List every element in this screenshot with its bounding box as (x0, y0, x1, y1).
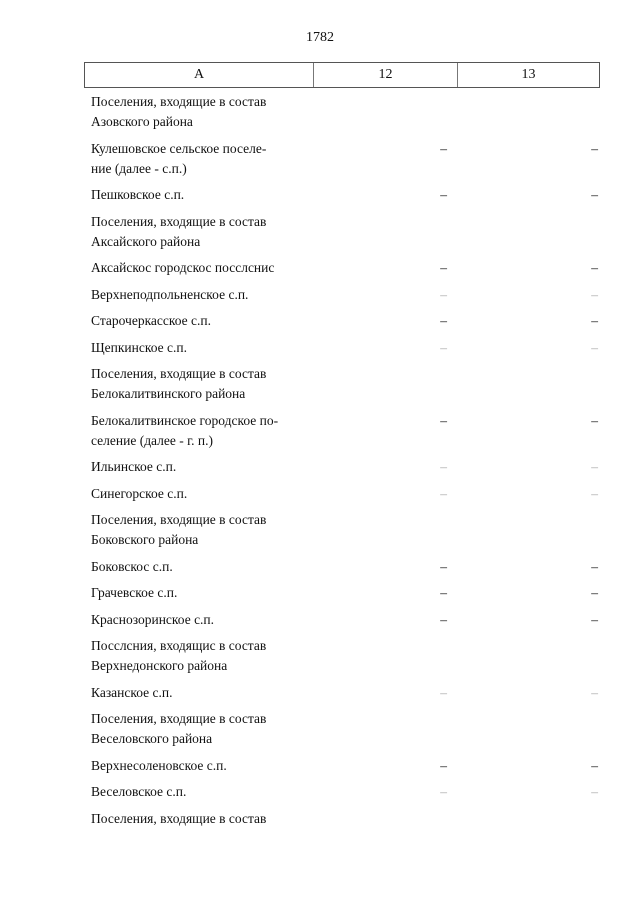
row-name-cell: Щепкинское с.п. (91, 339, 187, 355)
table-row (84, 583, 600, 610)
table-row (84, 338, 600, 365)
row-name-cell: Белокалитвинское городское по- селение (далее - г. п.) (91, 412, 279, 448)
col12-cell: – (440, 286, 447, 302)
col13-cell (457, 92, 600, 132)
col13-cell (457, 709, 600, 749)
col12-cell: – (440, 412, 447, 428)
row-name-cell: Старочеркасское с.п. (91, 313, 212, 328)
header-cell-13: 13 (521, 67, 536, 82)
col12-cell: – (440, 757, 447, 773)
header-cell-12: 12 (314, 63, 458, 87)
row-name-cell: Пешковское с.п. (91, 187, 185, 202)
table-row (84, 185, 600, 212)
table-row (84, 610, 600, 637)
col13-cell: – (591, 585, 598, 600)
col12-cell: – (440, 187, 447, 202)
row-name-cell: Посслсния, входящис в состав Верхнедонского района (91, 638, 267, 673)
col13-cell: – (591, 611, 598, 627)
col13-cell: – (591, 187, 598, 202)
table-row (84, 756, 600, 783)
col12-cell (313, 92, 457, 132)
col12-cell: – (440, 339, 447, 355)
col13-cell (457, 212, 600, 252)
row-name-cell: Верхнесоленовское с.п. (91, 757, 227, 773)
col12-cell: – (440, 684, 447, 700)
col12-cell: – (440, 611, 447, 627)
col12-cell: – (440, 485, 447, 501)
col12-cell: – (440, 585, 447, 600)
row-name-cell: Поселения, входящие в состав Веселовского района (91, 711, 267, 746)
table-row (84, 457, 600, 484)
table-header (84, 62, 600, 88)
table-row (84, 411, 600, 458)
col13-cell: – (591, 684, 598, 700)
table-row (84, 636, 600, 683)
row-name-cell: Боковскос с.п. (91, 558, 173, 574)
col12-cell (313, 636, 457, 676)
col13-cell (457, 809, 600, 829)
table-row (84, 212, 600, 259)
table-row (84, 139, 600, 186)
col12-cell: – (440, 459, 447, 474)
row-name-cell: Поселения, входящие в состав Азовского района (91, 94, 267, 129)
table-row (84, 484, 600, 511)
col13-cell (457, 636, 600, 676)
row-name-cell: Поселения, входящие в состав Боковского района (91, 512, 267, 547)
row-name-cell: Аксайскос городскос посслснис (91, 260, 275, 275)
col12-cell: – (440, 260, 447, 275)
page-number: 1782 (306, 30, 334, 45)
col13-cell: – (591, 140, 598, 156)
table-row (84, 258, 600, 285)
col13-cell: – (591, 339, 598, 355)
col12-cell (313, 809, 457, 829)
row-name-cell: Веселовское с.п. (91, 784, 187, 799)
col13-cell: – (591, 286, 598, 302)
col13-cell: – (591, 485, 598, 501)
col12-cell (313, 364, 457, 404)
col12-cell (313, 709, 457, 749)
table-row (84, 782, 600, 809)
col12-cell: – (440, 140, 447, 156)
row-name-cell: Казанское с.п. (91, 684, 173, 700)
row-name-cell: Синегорское с.п. (91, 485, 188, 501)
table-row (84, 364, 600, 411)
table-row (84, 285, 600, 312)
row-name-cell: Грачевское с.п. (91, 585, 178, 600)
col13-cell: – (591, 459, 598, 474)
table-row (84, 311, 600, 338)
row-name-cell: Поселения, входящие в состав Белокалитвинского района (91, 366, 267, 401)
header-cell-a: А (85, 63, 314, 87)
table-row (84, 92, 600, 139)
col13-cell: – (591, 412, 598, 428)
col12-cell (313, 212, 457, 252)
table-row (84, 709, 600, 756)
col13-cell: – (591, 558, 598, 574)
col13-cell: – (591, 313, 598, 328)
row-name-cell: Ильинское с.п. (91, 459, 177, 474)
col12-cell: – (440, 558, 447, 574)
row-name-cell: Кулешовское сельское поселе- ние (далее - с.п.) (91, 140, 267, 176)
col12-cell: – (440, 313, 447, 328)
row-name-cell: Поселения, входящие в состав (91, 810, 267, 826)
col13-cell: – (591, 784, 598, 799)
table-row (84, 683, 600, 710)
table-row (84, 809, 600, 836)
row-name-cell: Краснозоринское с.п. (91, 611, 215, 627)
row-name-cell: Верхнеподпольненское с.п. (91, 286, 249, 302)
col13-cell (457, 364, 600, 404)
table-body (84, 92, 600, 835)
col13-cell: – (591, 757, 598, 773)
table-row (84, 557, 600, 584)
row-name-cell: Поселения, входящие в состав Аксайского района (91, 213, 267, 249)
col12-cell: – (440, 784, 447, 799)
table-row (84, 510, 600, 557)
col12-cell (313, 510, 457, 550)
col13-cell (457, 510, 600, 550)
col13-cell: – (591, 260, 598, 275)
